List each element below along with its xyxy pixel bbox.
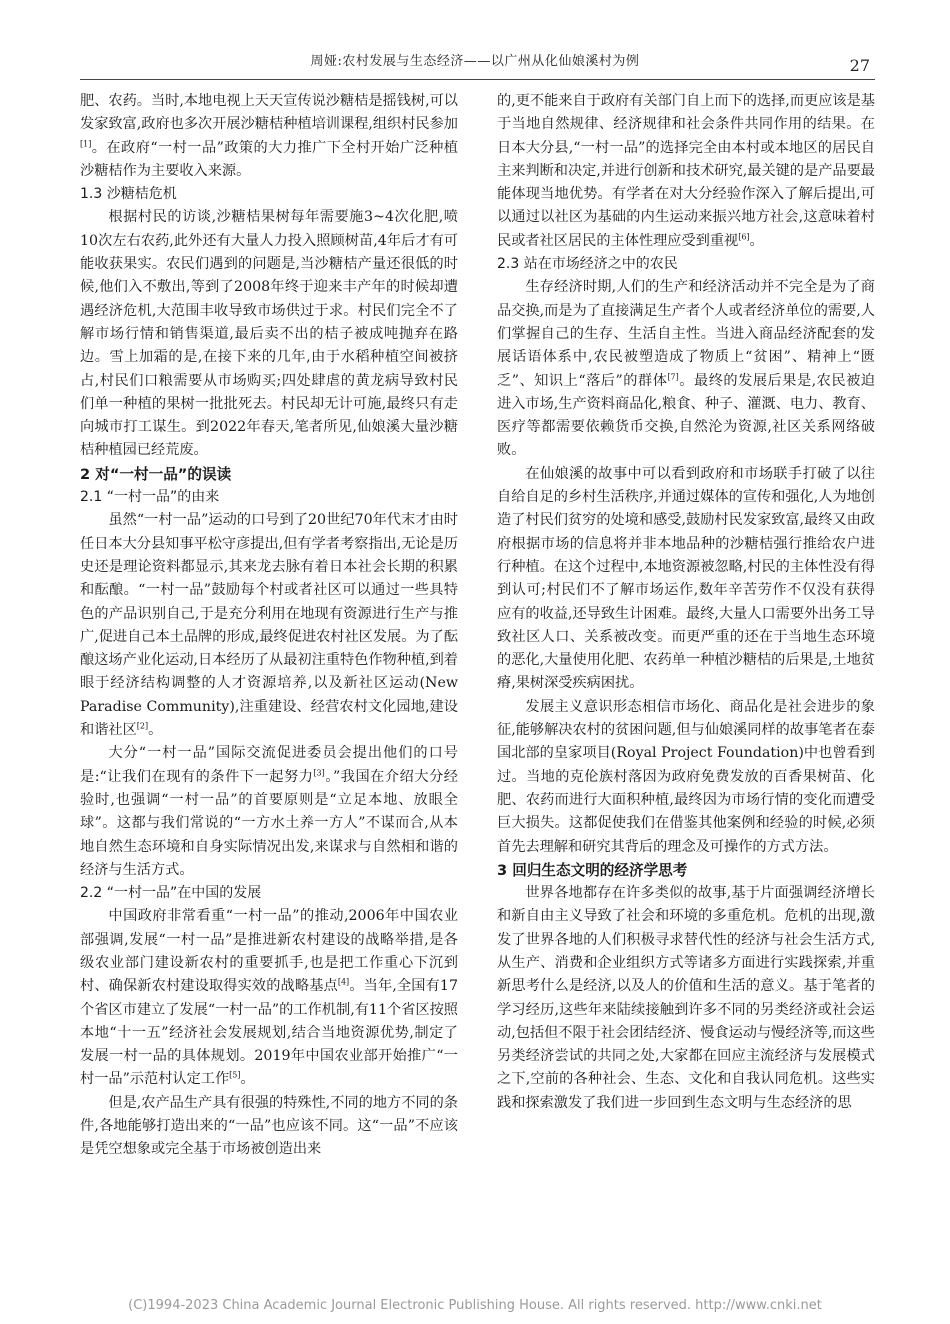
paragraph-2-2b: 但是,农产品生产具有很强的特殊性,不同的地方不同的条件,各地能够打造出来的“一品”也应该不同。这“一品”不应该是凭空想象或完全基于市场被创造出来 <box>80 1094 458 1158</box>
paragraph-2-2a: 中国政府非常看重“一村一品”的推动,2006年中国农业部强调,发展“一村一品”是推进新农村建设的战略举措,是各级农业部门建设新农村的重要抓手,也是把工作重心下沉到村、确保新农村建设取得实效的战略基点[4]。当年,全国有17个省区市建立了发展“一村一品”的工作机制,有11个省区按照本地“十一五”经济社会发展规划,结合当地资源优势,制定了发展一村一品的具体规划。2019年中国农业部开始推广“一村一品”示范村认定工作[5]。 <box>80 908 458 1088</box>
section-heading-2-2: 2.2 “一村一品”在中国的发展 <box>80 885 262 902</box>
paragraph-3: 世界各地都存在许多类似的故事,基于片面强调经济增长和新自由主义导致了社会和环境的多重危机。危机的出现,激发了世界各地的人们积极寻求替代性的经济与社会生活方式,从生产、消费和企业组织方式等诸多方面进行实践探索,并重新思考什么是经济,以及人的价值和生活的意义。基于笔者的学习经历,这些年来陆续接触到许多不同的另类经济或社会运动,包括但不限于社会团结经济、慢食运动与慢经济等,而这些另类经济尝试的共同之处,大家都在回应主流经济与发展模式之下,空前的各种社会、生态、文化和自我认同危机。这些实践和探索激发了我们进一步回到生态文明与生态经济的思 <box>497 885 875 1111</box>
citation: [6] <box>738 232 750 242</box>
paragraph-2-1b: 大分“一村一品”国际交流促进委员会提出他们的口号是:“让我们在现有的条件下一起努力[3]。”我国在介绍大分经验时,也强调“一村一品”的首要原则是“立足本地、放眼全球”。这都与我们常说的“一方水土养一方人”不谋而合,从本地自然生态环境和自身实际情况出发,来谋求与自然相和谐的经济与生活方式。 <box>80 745 458 878</box>
running-head: 周娅:农村发展与生态经济——以广州从化仙娘溪村为例 <box>310 54 640 69</box>
right-column <box>497 90 875 1115</box>
citation: [4] <box>337 977 350 987</box>
paragraph-continued: 的,更不能来自于政府有关部门自上而下的选择,而更应该是基于当地自然规律、经济规律和社会条件共同作用的结果。在日本大分县,“一村一品”的选择完全由本村或本地区的居民自主来判断和决定,并进行创新和技术研究,最关键的是产品要最能体现当地优势。有学者在对大分经验作深入了解后提出,可以通过以社区为基础的内生运动来振兴地方社会,这意味着村民或者社区居民的主体性理应受到重视[6]。 <box>497 93 875 249</box>
left-column <box>80 90 458 1162</box>
paragraph-1-3: 根据村民的访谈,沙糖桔果树每年需要施3~4次化肥,喷10次左右农药,此外还有大量人力投入照顾树苗,4年后才有可能收获果实。农民们遇到的问题是,当沙糖桔产量还很低的时候,他们入不敷出,等到了2008年终于迎来丰产年的时候却遭遇经济危机,大范围丰收导致市场供过于求。村民们完全不了解市场行情和销售渠道,最后卖不出的桔子被成吨抛弃在路边。雪上加霜的是,在接下来的几年,由于水稻种植空间被挤占,村民们口粮需要从市场购买;四处肆虐的黄龙病导致村民们单一种植的果树一批批死去。村民却无计可施,最终只有走向城市打工谋生。到2022年春天,笔者所见,仙娘溪大量沙糖桔种植园已经荒废。 <box>80 209 458 459</box>
paragraph-2-1a: 虽然“一村一品”运动的口号到了20世纪70年代末才由时任日本大分县知事平松守彦提出,但有学者考察指出,无论是历史还是理论资料都显示,其来龙去脉有着日本社会长期的积累和酝酿。“一村一品”鼓励每个村或者社区可以通过一些具特色的产品识别自己,于是充分利用在地现有资源进行生产与推广,促进自己本土品牌的形成,最终促进农村社区发展。为了酝酿这场产业化运动,日本经历了从最初注重特色作物种植,到着眼于经济结构调整的人才资源培养,以及新社区运动(New Paradise Community),注重建设、经营农村文化园地,建设和谐社区[2]。 <box>80 512 458 739</box>
citation: [2] <box>136 721 149 731</box>
section-heading-1-3: 1.3 沙糖桔危机 <box>80 186 177 203</box>
citation: [7] <box>667 371 679 381</box>
citation: [1] <box>80 138 92 148</box>
section-heading-2-1: 2.1 “一村一品”的由来 <box>80 489 220 506</box>
section-heading-3: 3 回归生态文明的经济学思考 <box>497 861 688 879</box>
page-number: 27 <box>849 56 870 75</box>
section-heading-2-3: 2.3 站在市场经济之中的农民 <box>497 256 678 273</box>
header-rule <box>80 79 875 80</box>
paragraph-2-3b: 在仙娘溪的故事中可以看到政府和市场联手打破了以往自给自足的乡村生活秩序,并通过媒体的宣传和强化,人为地创造了村民们贫穷的处境和感受,鼓励村民发家致富,最终又由政府根据市场的信息将并非本地品种的沙糖桔强行推给农户进行种植。在这个过程中,本地资源被忽略,村民的主体性没有得到认可;村民们不了解市场运作,数年辛苦劳作不仅没有获得应有的收益,还导致生计困难。最终,大量人口需要外出务工导致社区人口、关系被改变。而更严重的还在于当地生态环境的恶化,大量使用化肥、农药单一种植沙糖桔的后果是,土地贫瘠,果树深受疾病困扰。 <box>497 465 875 692</box>
copyright-footer: (C)1994-2023 China Academic Journal Electronic Publishing House. All rights reserved. http://www.cnki.net <box>128 1298 822 1313</box>
paragraph-2-3c: 发展主义意识形态相信市场化、商品化是社会进步的象征,能够解决农村的贫困问题,但与仙娘溪同样的故事笔者在泰国北部的皇家项目(Royal Project Foundation)中也曾看到过。当地的克伦族村落因为政府免费发放的百香果树苗、化肥、农药而进行大面积种植,最终因为市场行情的变化而遭受巨大损失。这都促使我们在借鉴其他案例和经验的时候,必须首先去理解和研究其背后的理念及可操作的方式方法。 <box>497 698 875 855</box>
citation: [5] <box>229 1070 241 1080</box>
section-heading-2: 2 对“一村一品”的误读 <box>80 465 232 483</box>
paragraph-intro: 肥、农药。当时,本地电视上天天宣传说沙糖桔是摇钱树,可以发家致富,政府也多次开展沙糖桔种植培训课程,组织村民参加[1]。在政府“一村一品”政策的大力推广下全村开始广泛种植沙糖桔作为主要收入来源。 <box>80 93 458 179</box>
citation: [3] <box>313 767 325 777</box>
paragraph-2-3a: 生存经济时期,人们的生产和经济活动并不完全是为了商品交换,而是为了直接满足生产者个人或者经济单位的需要,人们掌握自己的生存、生活自主性。当进入商品经济配套的发展话语体系中,农民被塑造成了物质上“贫困”、精神上“匮乏”、知识上“落后”的群体[7]。最终的发展后果是,农民被迫进入市场,生产资料商品化,粮食、种子、灌溉、电力、教育、医疗等都需要依赖货币交换,自然沦为资源,社区关系网络破败。 <box>497 279 875 459</box>
